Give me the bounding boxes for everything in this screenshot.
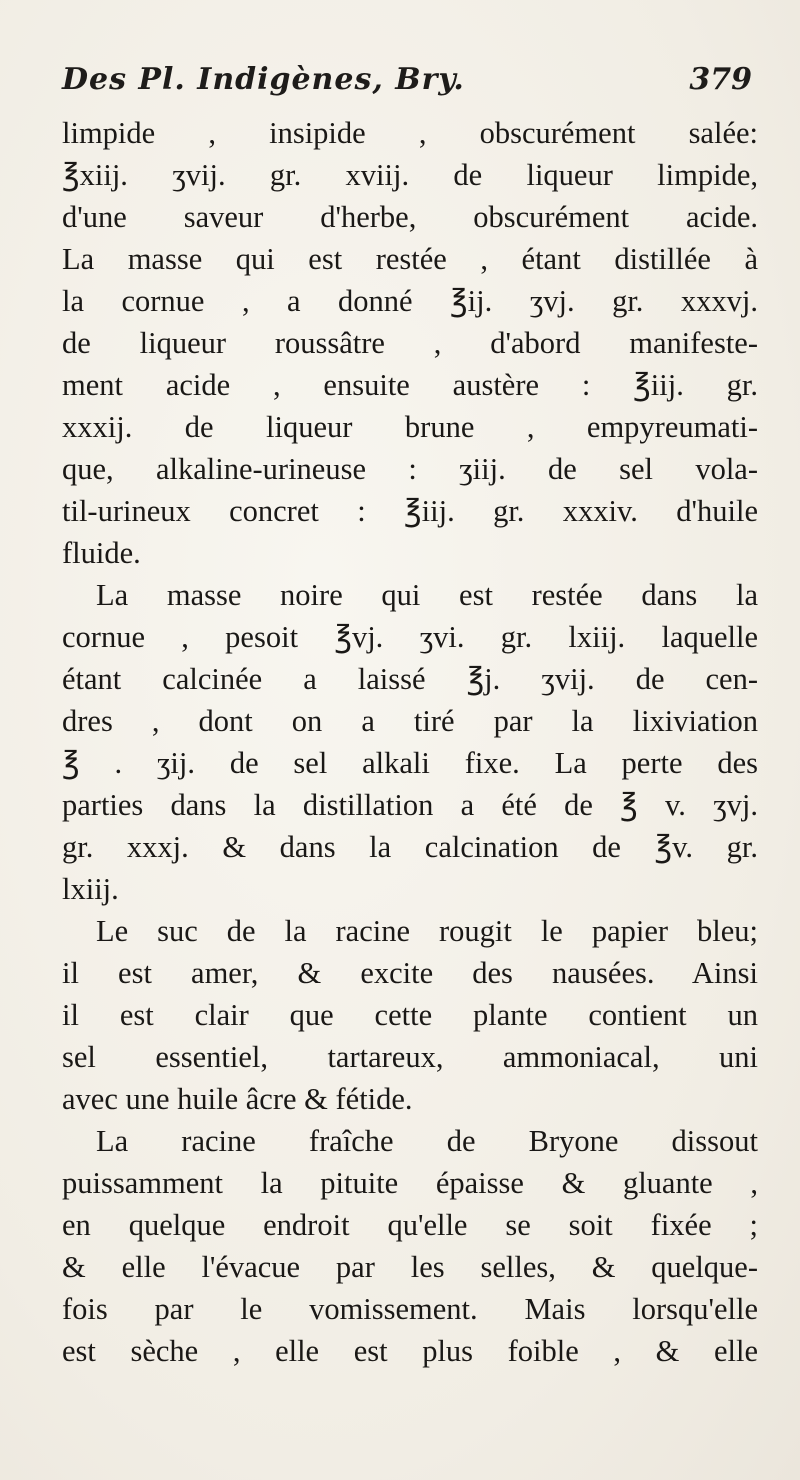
paragraph-start-line: Le suc de la racine rougit le papier bleu; [96, 914, 758, 948]
text-line: limpide , insipide , obscurément salée: [62, 116, 758, 150]
text-line: sel essentiel, tartareux, ammoniacal, uni [62, 1040, 758, 1074]
page-number: 379 [689, 62, 752, 97]
text-line: xxxij. de liqueur brune , empyreumati- [62, 410, 758, 444]
text-line: til-urineux concret : ℥iij. gr. xxxiv. d'huile [62, 494, 758, 528]
text-line: fluide. [62, 536, 141, 570]
running-title: Des Pl. Indigènes, Bry. [62, 62, 465, 97]
text-line: & elle l'évacue par les selles, & quelque- [62, 1250, 758, 1284]
paragraph-start-line: La racine fraîche de Bryone dissout [96, 1124, 758, 1158]
text-line: lxiij. [62, 872, 119, 906]
text-line: en quelque endroit qu'elle se soit fixée ; [62, 1208, 758, 1242]
text-line: il est amer, & excite des nausées. Ainsi [62, 956, 758, 990]
text-line: ℥ . ʒij. de sel alkali fixe. La perte des [62, 746, 758, 780]
paragraph-start-line: La masse noire qui est restée dans la [96, 578, 758, 612]
text-line: étant calcinée a laissé ℥j. ʒvij. de cen- [62, 662, 758, 696]
page-header [62, 62, 752, 108]
text-line: puissamment la pituite épaisse & gluante , [62, 1166, 758, 1200]
text-line: la cornue , a donné ℥ij. ʒvj. gr. xxxvj. [62, 284, 758, 318]
text-line: parties dans la distillation a été de ℥ v. ʒvj. [62, 788, 758, 822]
text-line: ℥xiij. ʒvij. gr. xviij. de liqueur limpide, [62, 158, 758, 192]
text-line: de liqueur roussâtre , d'abord manifeste- [62, 326, 758, 360]
text-line: ment acide , ensuite austère : ℥iij. gr. [62, 368, 758, 402]
text-line: que, alkaline-urineuse : ʒiij. de sel vola- [62, 452, 758, 486]
text-line: fois par le vomissement. Mais lorsqu'elle [62, 1292, 758, 1326]
text-line: avec une huile âcre & fétide. [62, 1082, 413, 1116]
text-line: cornue , pesoit ℥vj. ʒvi. gr. lxiij. laquelle [62, 620, 758, 654]
text-line: est sèche , elle est plus foible , & elle [62, 1334, 758, 1368]
text-line: il est clair que cette plante contient un [62, 998, 758, 1032]
text-line: dres , dont on a tiré par la lixiviation [62, 704, 758, 738]
text-line: d'une saveur d'herbe, obscurément acide. [62, 200, 758, 234]
text-line: La masse qui est restée , étant distillée à [62, 242, 758, 276]
text-line: gr. xxxj. & dans la calcination de ℥v. gr. [62, 830, 758, 864]
